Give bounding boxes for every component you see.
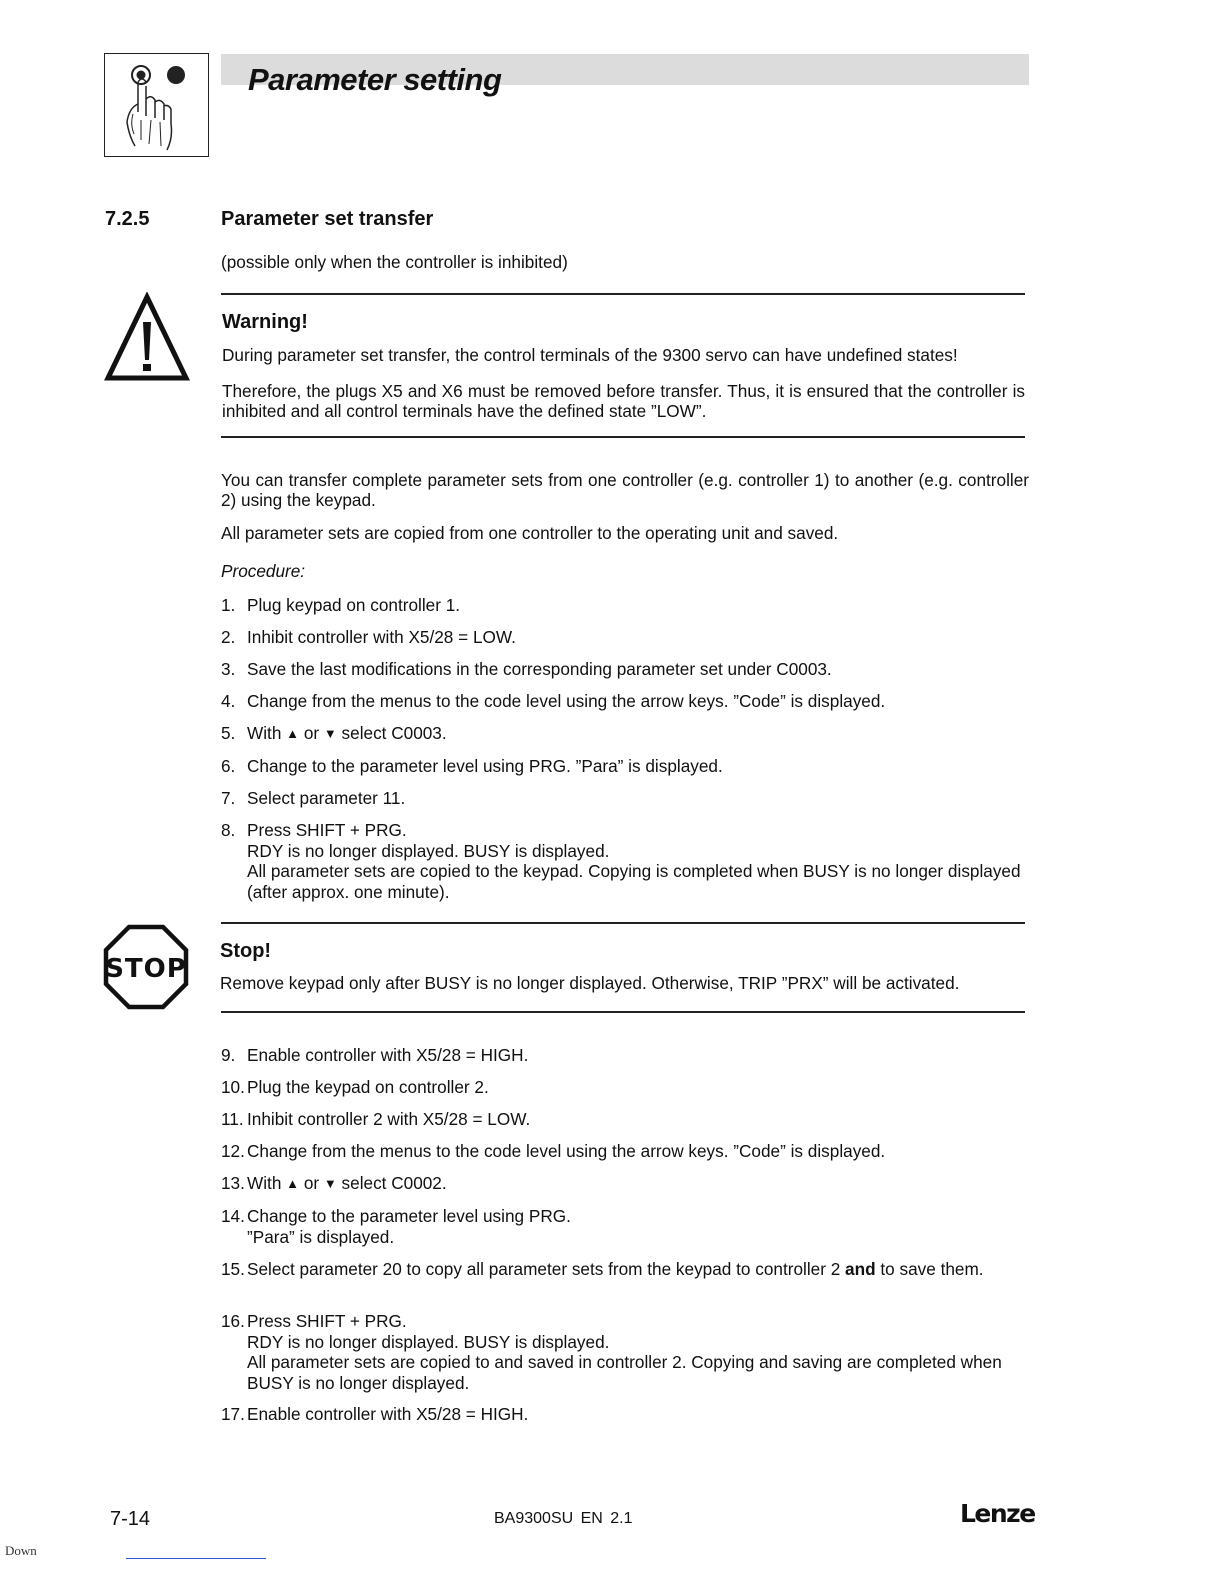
warning-triangle-icon: [104, 292, 190, 387]
download-link[interactable]: Down: [5, 1543, 37, 1558]
divider: [221, 922, 1025, 924]
stop-title: Stop!: [220, 940, 272, 962]
divider: [221, 1011, 1025, 1013]
list-item: 17. Enable controller with X5/28 = HIGH.: [221, 1404, 529, 1424]
intro-paragraph-1: You can transfer complete parameter sets from one controller (e.g. controller 1) to another (e.g. controller 2) using the keypad.: [221, 470, 1029, 510]
arrow-down-icon: ▼: [323, 1176, 337, 1191]
warning-title: Warning!: [222, 311, 308, 333]
warning-line-1: During parameter set transfer, the control terminals of the 9300 servo can have undefined states!: [222, 345, 958, 365]
arrow-up-icon: ▲: [286, 1176, 300, 1191]
arrow-down-icon: ▼: [323, 726, 337, 741]
divider: [221, 436, 1025, 438]
intro-paragraph-2: All parameter sets are copied from one controller to the operating unit and saved.: [221, 523, 839, 543]
list-item: 13. With ▲ or ▼ select C0002.: [221, 1173, 447, 1193]
list-item: 15. Select parameter 20 to copy all parameter sets from the keypad to controller 2 and to save them.: [221, 1259, 984, 1279]
section-title: Parameter set transfer: [221, 208, 434, 230]
list-item: 7. Select parameter 11.: [221, 788, 406, 808]
list-item: 1. Plug keypad on controller 1.: [221, 595, 461, 615]
arrow-up-icon: ▲: [286, 726, 300, 741]
stop-text: Remove keypad only after BUSY is no longer displayed. Otherwise, TRIP ”PRX” will be activated.: [220, 973, 960, 993]
list-item: 12. Change from the menus to the code level using the arrow keys. ”Code” is displayed.: [221, 1141, 886, 1161]
list-item: 2. Inhibit controller with X5/28 = LOW.: [221, 627, 516, 647]
list-item: 3. Save the last modifications in the corresponding parameter set under C0003.: [221, 659, 832, 679]
list-item: 10. Plug the keypad on controller 2.: [221, 1077, 489, 1097]
page-number: 7-14: [110, 1508, 151, 1530]
stop-sign-icon: [103, 924, 189, 1015]
list-item: 16. Press SHIFT + PRG. RDY is no longer displayed. BUSY is displayed. All parameter sets are copied to and saved in controller 2. Copying and saving are completed when BUSY is no longer displayed.: [221, 1311, 1002, 1393]
page-title: Parameter setting: [248, 62, 502, 97]
stop-sign-label: STOP: [105, 954, 187, 984]
list-item: 8. Press SHIFT + PRG. RDY is no longer displayed. BUSY is displayed. All parameter sets are copied to the keypad. Copying is completed when BUSY is no longer displayed (after approx. one minute).: [221, 820, 1021, 902]
list-item: 14. Change to the parameter level using PRG. ”Para” is displayed.: [221, 1206, 571, 1247]
list-item: 5. With ▲ or ▼ select C0003.: [221, 723, 447, 743]
list-item: 11. Inhibit controller 2 with X5/28 = LOW.: [221, 1109, 531, 1129]
hand-keypad-icon: [104, 53, 209, 157]
section-note: (possible only when the controller is inhibited): [221, 252, 568, 272]
list-item: 4. Change from the menus to the code level using the arrow keys. ”Code” is displayed.: [221, 691, 886, 711]
divider: [221, 293, 1025, 295]
list-item: 9. Enable controller with X5/28 = HIGH.: [221, 1045, 529, 1065]
link-underline[interactable]: [126, 1558, 266, 1559]
procedure-label: Procedure:: [221, 561, 306, 581]
list-item: 6. Change to the parameter level using PRG. ”Para” is displayed.: [221, 756, 723, 776]
warning-line-2: Therefore, the plugs X5 and X6 must be removed before transfer. Thus, it is ensured that the controller is inhibited and all control terminals have the defined state ”LOW”.: [222, 381, 1025, 421]
lenze-logo: Lenze: [960, 1499, 1035, 1528]
section-number: 7.2.5: [105, 208, 150, 230]
document-id: BA9300SU EN 2.1: [494, 1510, 633, 1527]
